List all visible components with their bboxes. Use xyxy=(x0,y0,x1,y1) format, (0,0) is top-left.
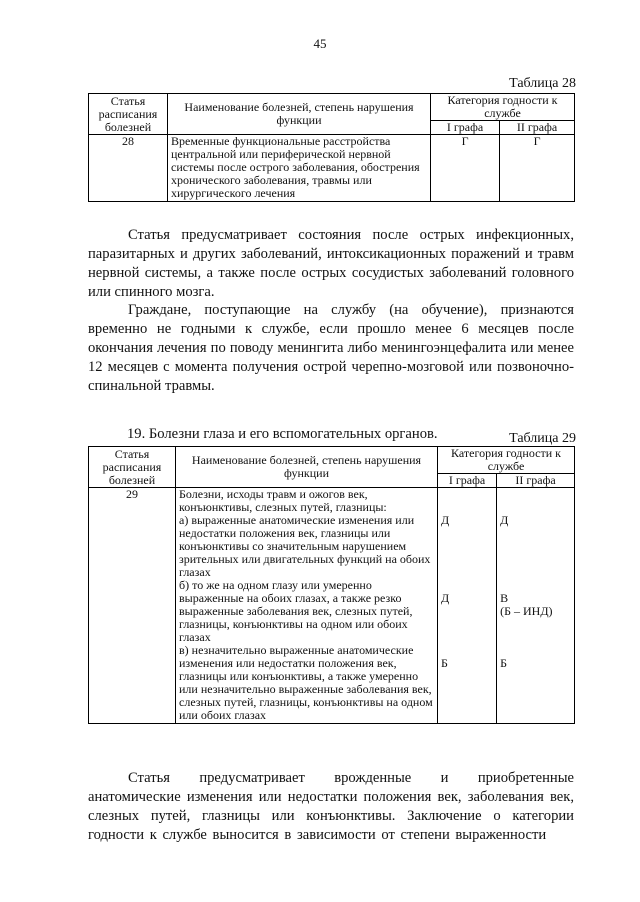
t29-item-v-g2: Б xyxy=(500,656,507,670)
t29-article: 29 xyxy=(89,488,176,724)
t29-item-b-g2-note: (Б – ИНД) xyxy=(500,604,553,618)
table28-caption: Таблица 28 xyxy=(509,76,576,91)
t29-item-a: а) выраженные анатомические изменения или недостатки положения век, глазницы или конъюнктивы со значительным нарушением зрительных или двигательных функций на обоих глазах xyxy=(179,513,431,579)
t28-header-graph1: I графа xyxy=(431,121,500,135)
t29-header-graph1: I графа xyxy=(438,474,497,488)
table29 xyxy=(88,446,575,724)
t29-g1-cell xyxy=(438,488,497,724)
t28-row-g1: Г xyxy=(431,135,500,202)
t29-header-graph2: II графа xyxy=(497,474,575,488)
t29-header-category: Категория годности к службе xyxy=(438,447,575,474)
table28 xyxy=(88,93,575,202)
t29-item-v-g1: Б xyxy=(441,656,448,670)
t29-intro: Болезни, исходы травм и ожогов век, конъюнктивы, слезных путей, глазницы: xyxy=(179,487,387,514)
paragraph-1: Статья предусматривает состояния после острых инфекционных, паразитарных и других заболеваний, интоксикационных поражений и травм нервной системы, а также после острых сосудистых заболеваний головного или спинного мозга. xyxy=(88,227,574,300)
t29-item-a-g2: Д xyxy=(500,513,509,527)
t28-header-article: Статья расписания болезней xyxy=(89,94,168,135)
table29-caption: Таблица 29 xyxy=(509,431,576,446)
t28-row-article: 28 xyxy=(89,135,168,202)
section-heading: 19. Болезни глаза и его вспомогательных органов. xyxy=(127,426,438,442)
t28-header-graph2: II графа xyxy=(500,121,575,135)
page-number: 45 xyxy=(313,36,327,51)
t29-item-b: б) то же на одном глазу или умеренно выраженные на обоих глазах, а также резко выраженные заболевания век, слезных путей, глазницы, конъюнктивы на одном или обоих глазах xyxy=(179,578,413,644)
t29-header-article: Статья расписания болезней xyxy=(89,447,176,488)
t28-row-g2: Г xyxy=(500,135,575,202)
t29-item-v: в) незначительно выраженные анатомические изменения или недостатки положения век, глазницы или конъюнктивы, а также умеренно или незначительно выраженные заболевания век, слезных путей, глазницы, конъюнктивы на одном или обоих глазах xyxy=(179,643,433,722)
t28-header-name: Наименование болезней, степень нарушения функции xyxy=(168,94,431,135)
t29-item-b-g2: В xyxy=(500,591,509,605)
paragraph-2: Граждане, поступающие на службу (на обучение), признаются временно не годными к службе, если прошло менее 6 месяцев после окончания лечения по поводу менингита либо менингоэнцефалита или менее 12 месяцев с момента получения острой черепно-мозговой или позвоночно-спинальной травмы. xyxy=(88,302,574,394)
t29-header-name: Наименование болезней, степень нарушения функции xyxy=(176,447,438,488)
paragraph-3: Статья предусматривает врожденные и приобретенные анатомические изменения или недостатки положения век, заболевания век, слезных путей, глазницы или конъюнктивы. Заключение о категории годности к службе выносится в зависимости от степени выраженности xyxy=(88,770,574,843)
t28-header-category: Категория годности к службе xyxy=(431,94,575,121)
t29-g2-cell xyxy=(497,488,575,724)
t29-item-a-g1: Д xyxy=(441,513,450,527)
t28-row-text: Временные функциональные расстройства центральной или периферической нервной системы после острого заболевания, обострения хронического заболевания, травмы или хирургического лечения xyxy=(168,135,431,202)
t29-item-b-g1: Д xyxy=(441,591,450,605)
t29-name-cell xyxy=(176,488,438,724)
